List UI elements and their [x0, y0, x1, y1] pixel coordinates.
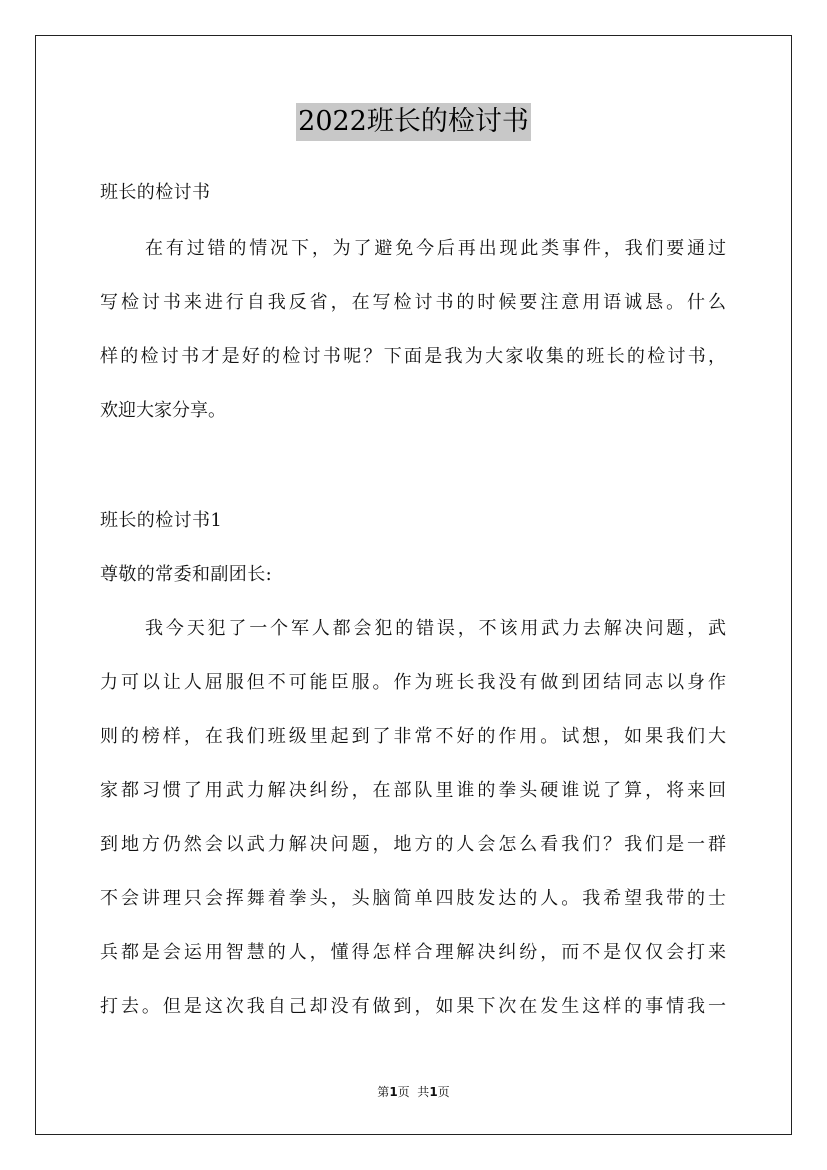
- page-number-footer: [0, 1084, 827, 1100]
- page-current: 1: [389, 1085, 398, 1099]
- body-line: 不会讲理只会挥舞着拳头，头脑简单四肢发达的人。我希望我带的士: [100, 888, 726, 909]
- page-total: 1: [429, 1085, 438, 1099]
- section-heading: 班长的检讨书1: [100, 510, 223, 531]
- intro-line: 样的检讨书才是好的检讨书呢？下面是我为大家收集的班长的检讨书，: [100, 346, 726, 367]
- body-line: 打去。但是这次我自己却没有做到，如果下次在发生这样的事情我一: [100, 996, 726, 1017]
- intro-line: 欢迎大家分享。: [100, 400, 226, 421]
- document-subtitle: 班长的检讨书: [100, 182, 211, 203]
- body-line: 力可以让人屈服但不可能臣服。作为班长我没有做到团结同志以身作: [100, 672, 726, 693]
- body-line: 则的榜样，在我们班级里起到了非常不好的作用。试想，如果我们大: [100, 726, 726, 747]
- body-line: 家都习惯了用武力解决纠纷，在部队里谁的拳头硬谁说了算，将来回: [100, 780, 726, 801]
- intro-line: 写检讨书来进行自我反省，在写检讨书的时候要注意用语诚恳。什么: [100, 292, 726, 313]
- body-line: 我今天犯了一个军人都会犯的错误，不该用武力去解决问题，武: [145, 618, 726, 639]
- title-area: [0, 103, 827, 141]
- page-suffix: 页: [437, 1085, 450, 1099]
- body-line: 到地方仍然会以武力解决问题，地方的人会怎么看我们？我们是一群: [100, 834, 726, 855]
- salutation: 尊敬的常委和副团长:: [100, 564, 273, 585]
- body-line: 兵都是会运用智慧的人，懂得怎样合理解决纠纷，而不是仅仅会打来: [100, 942, 726, 963]
- page-prefix: 第: [377, 1085, 390, 1099]
- intro-line: 在有过错的情况下，为了避免今后再出现此类事件，我们要通过: [145, 238, 726, 259]
- page-mid: 页 共: [397, 1085, 430, 1099]
- document-title: 2022班长的检讨书: [296, 103, 531, 141]
